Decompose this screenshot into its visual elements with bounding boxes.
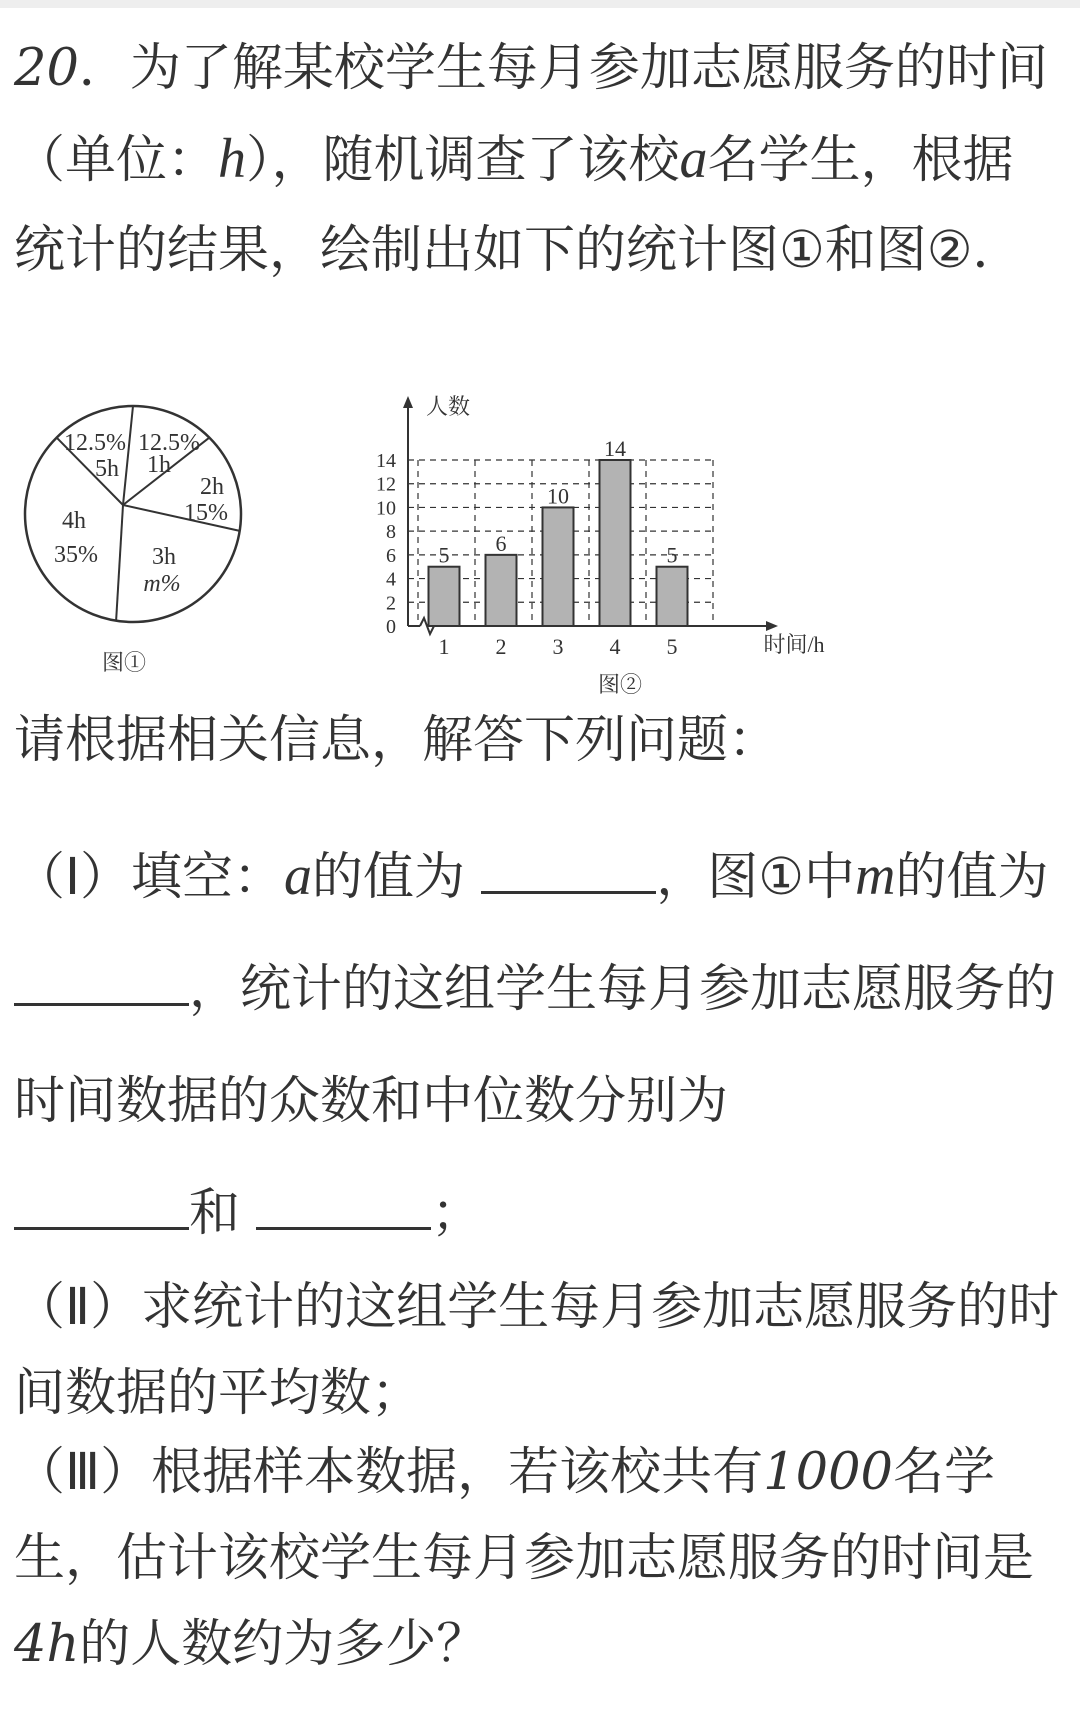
- pie-label-5h: 5h: [95, 456, 119, 482]
- bar-3h: [543, 507, 574, 626]
- part3-number: 1000: [763, 1443, 893, 1502]
- bar-value-label: 5: [438, 542, 450, 568]
- pie-label-3h-pct: m%: [143, 571, 181, 597]
- y-tick-label: 10: [376, 497, 396, 520]
- bar-chart-figure: [348, 390, 868, 700]
- blank-a-value[interactable]: [481, 871, 656, 894]
- bar-5h: [657, 567, 688, 626]
- question-number: 20: [14, 39, 79, 98]
- y-axis-arrow: [403, 396, 413, 408]
- bar-caption: 图②: [597, 672, 643, 697]
- top-bar: [0, 0, 1080, 8]
- pie-label-2h-pct: 15%: [184, 500, 228, 526]
- x-tick-label: 5: [666, 634, 678, 659]
- bar-value-label: 5: [666, 542, 678, 568]
- bar-2h: [486, 555, 517, 626]
- part1-text-e: ，统计的这组学生每月参加志愿服务的时间数据的众数和中位数分别为: [14, 960, 1057, 1131]
- pie-chart-figure: [12, 398, 252, 688]
- part-2: （Ⅱ）求统计的这组学生每月参加志愿服务的时间数据的平均数；: [14, 1278, 1060, 1423]
- y-axis-label: 人数: [426, 394, 471, 419]
- pie-label-3h: 3h: [152, 544, 176, 570]
- y-tick-label: 8: [386, 521, 396, 544]
- pie-divider-4: [116, 505, 123, 621]
- blank-median[interactable]: [256, 1207, 431, 1230]
- bar-value-label: 6: [495, 530, 507, 556]
- intro-var-a: a: [679, 128, 708, 190]
- part3-hours: 4h: [14, 1615, 80, 1674]
- x-tick-label: 2: [495, 634, 507, 659]
- bar-value-label: 10: [547, 483, 569, 509]
- question-intro: [14, 24, 1064, 296]
- x-tick-label: 4: [609, 634, 621, 659]
- part3-text-a: （Ⅲ）根据样本数据，若该校共有: [14, 1443, 764, 1502]
- y-tick-label: 14: [376, 450, 396, 472]
- x-axis-label: 时间/h: [763, 632, 825, 657]
- part1-text-d: 的值为: [895, 848, 1049, 907]
- intro-unit: h: [218, 128, 247, 190]
- blank-m-value[interactable]: [14, 983, 189, 1006]
- part1-text-g: ；: [431, 1184, 483, 1243]
- y-tick-label: 12: [376, 473, 396, 496]
- pie-label-4h: 4h: [62, 508, 86, 534]
- part3-text-b: 名学生，估计该校学生每月参加志愿服务的时间是: [14, 1443, 1035, 1588]
- pie-label-2h: 2h: [200, 474, 224, 500]
- x-tick-label: 3: [552, 634, 564, 659]
- part1-text-b: 的值为: [312, 848, 466, 907]
- bar-1h: [429, 567, 460, 626]
- part1-var-m: m: [855, 845, 896, 907]
- part1-var-a: a: [284, 845, 313, 907]
- pie-label-5h-pct: 12.5%: [64, 430, 126, 456]
- question-prompt: 请根据相关信息，解答下列问题：: [14, 711, 780, 770]
- y-tick-label: 4: [386, 568, 396, 591]
- bar-4h: [600, 460, 631, 626]
- pie-label-1h: 1h: [147, 452, 171, 478]
- pie-label-4h-pct: 35%: [54, 542, 98, 568]
- y-tick-label: 0: [386, 616, 396, 638]
- part1-text-a: （Ⅰ）填空：: [14, 848, 285, 907]
- pie-caption: 图①: [101, 650, 147, 675]
- intro-text-1: ．为了解某校学生每月参加志愿服务的时间（单位：: [14, 39, 1048, 190]
- bar-value-label: 14: [604, 436, 626, 461]
- part1-text-f: 和: [189, 1184, 241, 1243]
- part-3: [14, 1430, 1064, 1688]
- intro-text-2: ），随机调查了该校: [246, 131, 680, 190]
- x-tick-label: 1: [438, 634, 450, 659]
- part1-text-c: ，图①中: [656, 848, 856, 907]
- y-tick-label: 6: [386, 544, 396, 567]
- intro-text-3: 名学生，根据统计的结果，绘制出如下的统计图①和图②．: [14, 131, 1024, 280]
- y-tick-label: 2: [386, 592, 396, 615]
- blank-mode[interactable]: [14, 1207, 189, 1230]
- pie-label-1h-pct: 12.5%: [138, 430, 200, 456]
- part-1: [14, 820, 1064, 1270]
- part3-text-c: 的人数约为多少？: [79, 1615, 488, 1674]
- x-axis-arrow: [766, 621, 778, 631]
